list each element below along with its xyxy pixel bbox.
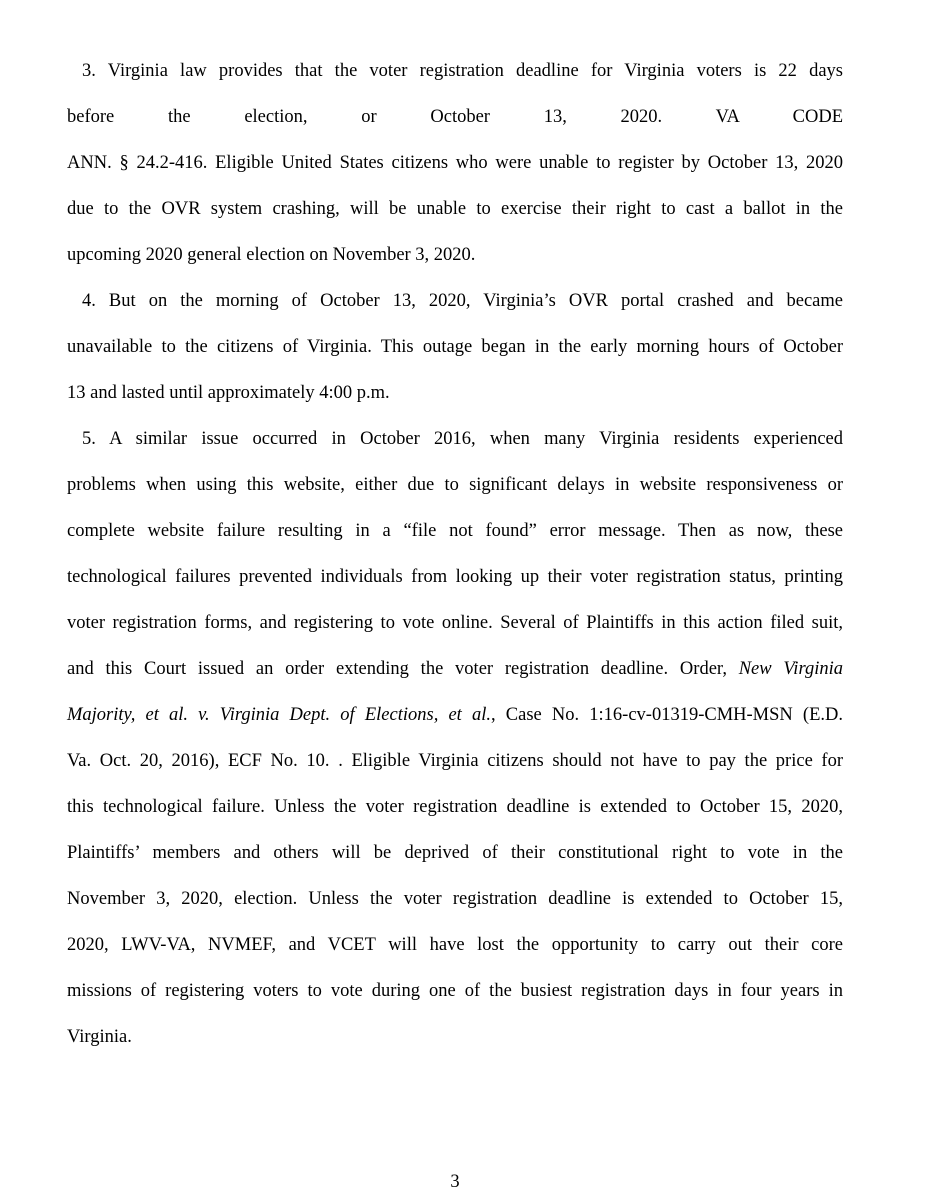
case-citation-italic: New Virginia bbox=[738, 659, 843, 679]
text-line bbox=[67, 60, 843, 82]
text-line bbox=[67, 244, 843, 266]
text-line bbox=[67, 1026, 843, 1048]
text-segment: due to the OVR system crashing, will be unable to exercise their right to cast a ballot in the bbox=[67, 199, 843, 219]
text-segment: November 3, 2020, election. Unless the voter registration deadline is extended to October 15, bbox=[67, 889, 843, 909]
text-segment: problems when using this website, either due to significant delays in website responsiveness or bbox=[67, 475, 843, 495]
text-segment: Plaintiffs’ members and others will be deprived of their constitutional right to vote in the bbox=[67, 843, 843, 863]
text-segment: , Case No. 1:16-cv-01319-CMH-MSN (E.D. bbox=[491, 705, 844, 725]
text-line bbox=[67, 888, 843, 910]
text-segment: before the election, or October 13, 2020. VA CODE bbox=[67, 107, 843, 127]
text-segment: voter registration forms, and registering to vote online. Several of Plaintiffs in this action filed suit, bbox=[67, 613, 843, 633]
text-line bbox=[67, 980, 843, 1002]
text-segment: Va. Oct. 20, 2016), ECF No. 10. . Eligible Virginia citizens should not have to pay the price for bbox=[67, 751, 843, 771]
text-line bbox=[67, 566, 843, 588]
text-line bbox=[67, 750, 843, 772]
text-line bbox=[67, 198, 843, 220]
text-line bbox=[67, 106, 843, 128]
text-segment: 5. A similar issue occurred in October 2016, when many Virginia residents experienced bbox=[82, 429, 843, 449]
text-line bbox=[67, 520, 843, 542]
text-segment: missions of registering voters to vote during one of the busiest registration days in four years in bbox=[67, 981, 843, 1001]
text-line bbox=[67, 704, 843, 726]
text-segment: complete website failure resulting in a “file not found” error message. Then as now, these bbox=[67, 521, 843, 541]
text-segment: and this Court issued an order extending the voter registration deadline. Order, bbox=[67, 659, 739, 679]
text-segment: Virginia. bbox=[67, 1027, 132, 1047]
text-line bbox=[67, 842, 843, 864]
text-segment: 3. Virginia law provides that the voter registration deadline for Virginia voters is 22 days bbox=[82, 61, 843, 81]
text-segment: unavailable to the citizens of Virginia. This outage began in the early morning hours of October bbox=[67, 337, 843, 357]
page-number: 3 bbox=[450, 1172, 460, 1192]
case-citation-italic: Majority, et al. v. Virginia Dept. of Elections, et al. bbox=[67, 705, 491, 725]
text-segment: 2020, LWV-VA, NVMEF, and VCET will have lost the opportunity to carry out their core bbox=[67, 935, 843, 955]
text-line bbox=[67, 336, 843, 358]
text-segment: upcoming 2020 general election on November 3, 2020. bbox=[67, 245, 476, 265]
text-segment: this technological failure. Unless the voter registration deadline is extended to October 15, 2020, bbox=[67, 797, 843, 817]
text-line bbox=[67, 152, 843, 174]
text-line bbox=[67, 796, 843, 818]
text-line bbox=[67, 474, 843, 496]
text-segment: technological failures prevented individuals from looking up their voter registration status, printing bbox=[67, 567, 843, 587]
text-line bbox=[67, 934, 843, 956]
text-line bbox=[67, 382, 843, 404]
text-line bbox=[67, 428, 843, 450]
text-segment: ANN. § 24.2-416. Eligible United States citizens who were unable to register by October 13, 2020 bbox=[67, 153, 843, 173]
text-line bbox=[67, 658, 843, 680]
text-line bbox=[67, 612, 843, 634]
text-line bbox=[67, 290, 843, 312]
text-segment: 4. But on the morning of October 13, 2020, Virginia’s OVR portal crashed and became bbox=[82, 291, 843, 311]
text-segment: 13 and lasted until approximately 4:00 p.m. bbox=[67, 383, 390, 403]
